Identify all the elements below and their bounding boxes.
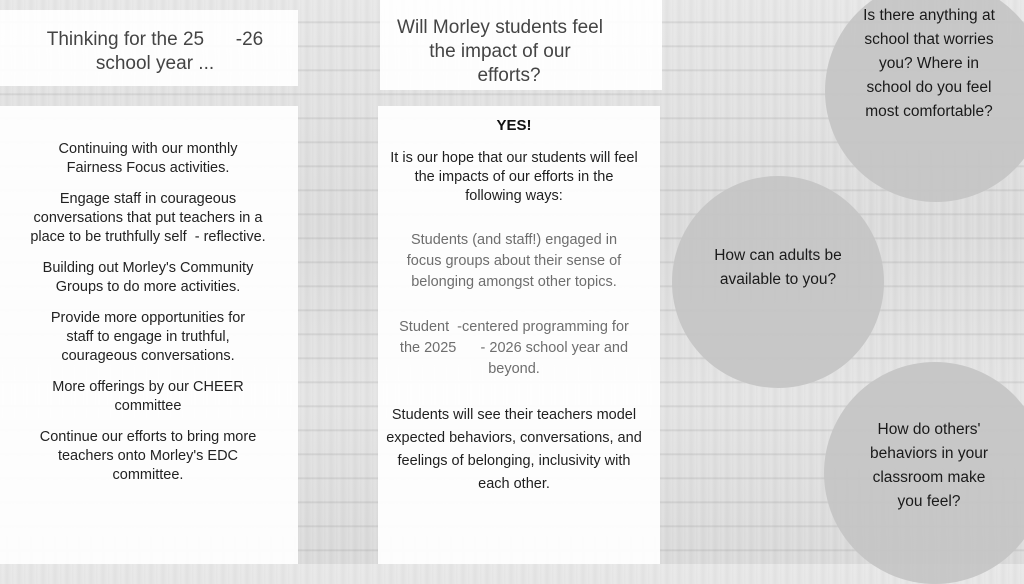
impact-point-2: Student -centered programming for the 2025 - 2026 school year and beyond. [399, 319, 633, 377]
middle-title-line3: efforts? [477, 65, 541, 86]
list-item: Engage staff in courageous conversations that put teachers in a place to be truthfully self - reflective. [30, 191, 267, 245]
left-column-title [10, 28, 300, 76]
left-column-list [22, 140, 274, 497]
list-item: Continue our efforts to bring more teachers onto Morley's EDC committee. [39, 429, 257, 483]
list-item: Continuing with our monthly Fairness Focus activities. [58, 141, 238, 176]
answer-heading: YES! [496, 117, 532, 134]
list-item: Provide more opportunities for staff to engage in truthful, courageous conversations. [50, 310, 246, 364]
middle-title-line2: the impact of our [429, 41, 571, 62]
question-circle-1-text: Is there anything at school that worries you? Where in school do you feel most comfortable? [863, 7, 995, 120]
question-circle-2-text: How can adults be available to you? [714, 247, 842, 288]
question-circle-3-text: How do others' behaviors in your classroom make you feel? [869, 421, 989, 510]
intro-text: It is our hope that our students will feel the impacts of our efforts in the following ways: [390, 150, 638, 204]
middle-title-line1: Will Morley students feel [397, 17, 603, 38]
list-item: Building out Morley's Community Groups to do more activities. [42, 260, 254, 295]
left-title-line1: Thinking for the 25 -26 [46, 29, 264, 50]
list-item: More offerings by our CHEER committee [52, 379, 244, 414]
left-title-line2: school year ... [95, 53, 215, 74]
middle-column-title [380, 16, 620, 88]
middle-column-content [382, 116, 646, 509]
impact-point-3: Students will see their teachers model expected behaviors, conversations, and feelings of belonging, inclusivity with each other. [386, 407, 642, 492]
impact-point-1: Students (and staff!) engaged in focus groups about their sense of belonging amongst other topics. [406, 232, 622, 290]
